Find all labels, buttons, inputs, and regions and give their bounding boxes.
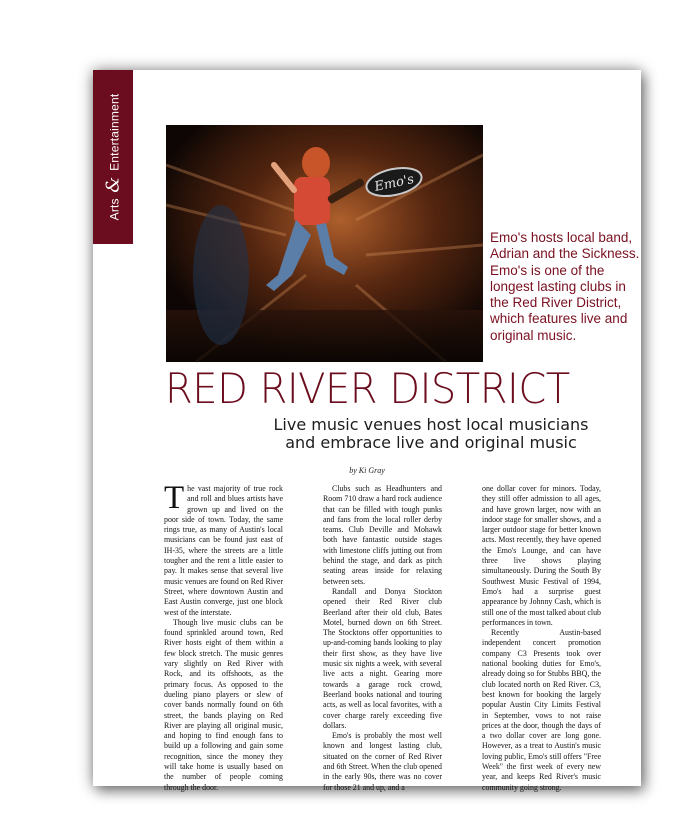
article-column-2 [323, 484, 442, 793]
magazine-page [93, 70, 641, 792]
photo-caption: Emo's hosts local band, Adrian and the Sickness. Emo's is one of the longest lasting clubs in the Red River District, which features live and original music. [490, 230, 640, 343]
drop-cap: T [164, 480, 185, 516]
article-subhead: Live music venues host local musicians and embrace live and original music [273, 415, 589, 452]
section-tab-label [103, 94, 124, 221]
article-paragraph: one dollar cover for minors. Today, they still offer admission to all ages, and have grown larger, now with an indoor stage for smaller shows, and a larger outdoor stage for better known acts. Most recently, they have opened the Emo's Lounge, and can have three live shows playing simultaneously. During the South By Southwest Music Festival of 1994, Emo's had a surprise guest appearance by Johnny Cash, which is still one of the most talked about club performances in town. [482, 484, 601, 627]
concert-photo [166, 125, 483, 362]
article-paragraph: Emo's is probably the most well known and longest lasting club, situated on the corner of Red River and 6th Street. When the club opened in the early 90s, there was no cover for those 21 and up, and a [323, 731, 442, 792]
article-paragraph [164, 480, 283, 618]
section-tab-ampersand: & [102, 176, 124, 193]
emos-sign-text: Emo's [373, 171, 416, 195]
article-column-3 [482, 484, 601, 793]
article-headline: RED RIVER DISTRICT [165, 364, 570, 414]
article-column-1 [164, 480, 283, 793]
paragraph-text: he vast majority of true rock and roll and blues artists have grown up and lived on the poor side of town. Today, the same rings true, as many of Austin's local musicians can be found just east of IH-35, where the streets are a little tougher and the rent a little easier to pay. It makes sense that several live music venues are found on Red River Street, where downtown Austin and East Austin converge, just one block west of the interstate. [164, 484, 283, 617]
section-tab-arts: Arts [107, 198, 122, 221]
section-tab-entertainment: Entertainment [107, 93, 122, 171]
concert-photo-illustration [166, 125, 483, 362]
article-paragraph: Recently Austin-based independent concert promotion company C3 Presents took over national booking duties for Emo's, already doing so for Stubbs BBQ, the club located north on Red River. C3, best known for booking the largely popular Austin City Limits Festival in September, vows to not raise prices at the door, though the days of a two dollar cover are long gone. However, as a treat to Austin's music loving public, Emo's still offers "Free Week" the first week of every new year, and keeps Red River's music community going strong. [482, 628, 601, 792]
section-tab [93, 70, 133, 244]
article-paragraph: Randall and Donya Stockton opened their Red River club Beerland after their old club, Bates Motel, burned down on 6th Street. The Stocktons offer opportunities to up-and-coming bands looking to play their first show, as they have live music six nights a week, with several live acts a night. Gearing more towards a garage rock crowd, Beerland books national and touring acts, as well as local favorites, with a cover charge rarely exceeding five dollars. [323, 586, 442, 730]
article-paragraph: Though live music clubs can be found sprinkled around town, Red River hosts eight of them within a few block stretch. The music genres vary slightly on Red River with Rock, and its offshoots, as the primary focus. As opposed to the dueling piano players or slew of cover bands normally found on 6th street, the bands playing on Red River are playing all original music, and hoping to find enough fans to build up a following and gain some recognition, since the money they will take home is usually based on the number of people coming through the door. [164, 617, 283, 792]
article-paragraph: Clubs such as Headhunters and Room 710 draw a hard rock audience that can be filled with tough punks and fans from the local roller derby teams. Club Deville and Mohawk both have fantastic outside stages with limestone cliffs jutting out from behind the stage, and dark as pitch seating areas inside for relaxing between sets. [323, 484, 442, 586]
article-byline: by Ki Gray [349, 466, 385, 475]
